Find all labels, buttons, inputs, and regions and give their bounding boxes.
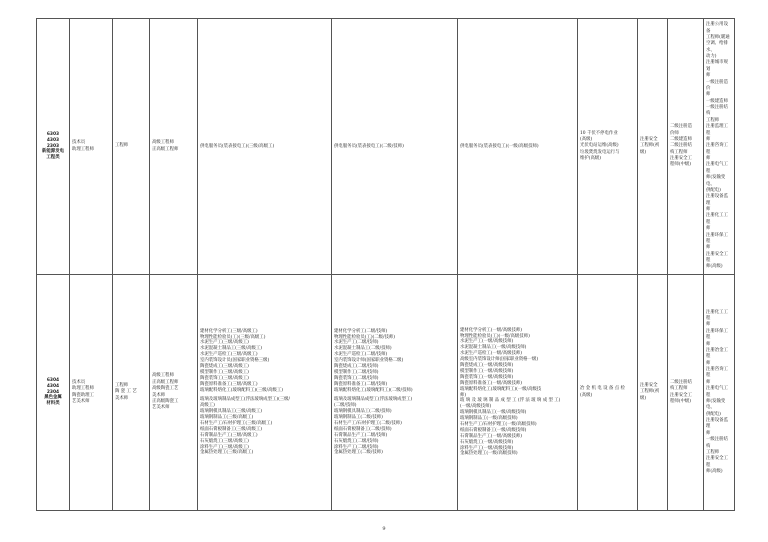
text-line: 玻璃钢模具制品工(一级/高级技师) <box>460 410 527 416</box>
text-line: 石灰煅烧工(三级/高级工) <box>200 438 249 444</box>
text-line: 一级注册造价 <box>706 79 728 91</box>
text-line: 石灰煅烧工(二级/技师) <box>334 438 379 444</box>
senior-title-cell <box>150 275 198 511</box>
text-line: 陶瓷助理工 <box>72 392 94 398</box>
text-line: (高级) <box>580 392 593 398</box>
text-line: 6304 <box>46 377 60 383</box>
text-line: 注册咨询工程 <box>706 143 728 155</box>
registered-senior-cell <box>704 19 735 275</box>
text-line: 石灰煅烧工(一级/高级技师) <box>460 439 514 445</box>
text-line: 纸面石膏板制备工(三级/高级工) <box>200 426 262 432</box>
text-line: 冶 金 机 电 设 备 点 检 <box>580 386 625 392</box>
text-line: 金属热处理工(二级/技师) <box>334 450 383 456</box>
text-line: 注册咨询工程 <box>706 367 728 379</box>
text-line: 师 <box>706 245 711 251</box>
text-line: 注册设备监理 <box>706 194 728 206</box>
text-line: 一级建造师 <box>706 98 728 104</box>
text-line: 玻璃钢模具制品工(二级/技师) <box>334 409 392 415</box>
text-line: 10 千伏不停电作业 <box>580 130 618 136</box>
table-row <box>37 275 735 511</box>
text-line: 工程师 <box>115 143 129 149</box>
text-line: 级) <box>640 395 647 401</box>
text-line: 水泥生产工(三级/高级工) <box>200 340 249 346</box>
text-line: 技术员 <box>72 379 86 385</box>
text-line: 注册安全工 <box>670 156 692 162</box>
intermediate-title-cell <box>113 275 150 511</box>
text-line: 助理工程师 <box>72 146 94 152</box>
text-line: 二级注册造 <box>670 124 692 130</box>
text-line: 2304 <box>46 389 60 395</box>
text-line: 建材化学分析工(二级/技师) <box>334 328 388 334</box>
text-line: 模型制作工(二级/技师) <box>334 369 379 375</box>
major-code-cell <box>37 275 70 511</box>
text-line: 玻璃钢制品工(三级/高级工) <box>200 415 254 421</box>
registered-other-cell <box>668 19 704 275</box>
text-line: 陶瓷装饰工(二级/技师) <box>334 375 379 381</box>
text-line: 助理工程师 <box>72 386 94 392</box>
text-line: 师 <box>706 92 711 98</box>
text-line: 室内装饰设计员(国家职业资格三级) <box>200 358 270 364</box>
text-line: 师 <box>706 430 711 436</box>
text-line: 室内装饰设计师(国家职业资格二级) <box>334 358 404 364</box>
text-line: 陶瓷烧成工(一级/高级技师) <box>460 363 514 369</box>
text-line: 玻璃钢模具制品工(三级/高级工) <box>200 409 262 415</box>
senior-title-cell <box>150 19 198 275</box>
text-line: 艺美术师 <box>152 405 170 411</box>
text-line: 供配电) <box>706 411 721 417</box>
text-line: 光伏电站运维(高级) <box>580 143 619 149</box>
text-line: 玻 璃 及 玻 璃 制 品 成 型 工 (浮 法 玻 璃 成 型 工) <box>460 398 561 404</box>
text-line: 陶 瓷 工 艺 <box>115 389 137 395</box>
text-line: 师 <box>706 207 711 213</box>
text-line: 工程师(初 <box>640 143 660 149</box>
registered-safety-cell <box>638 275 668 511</box>
text-line: 维护(高级) <box>580 156 601 162</box>
text-line: 供电服务员(装表接电工)(一级/高级技师) <box>460 143 539 149</box>
text-line: 纸面石膏板制备工(一级/高级技师) <box>460 427 527 433</box>
text-line: 水泥生产巡检工(三级/高级工) <box>200 352 258 358</box>
text-line: 涂料生产工(三级/高级工) <box>200 444 249 450</box>
text-line: 注册监理工程 <box>706 124 728 136</box>
text-line: 模型制作工(一级/高级技师) <box>460 368 514 374</box>
text-line: 师 <box>706 379 711 385</box>
text-line: 高级工程师 <box>152 140 174 146</box>
text-line: 注册安全 <box>640 136 658 142</box>
text-line: 一级注册结构 <box>706 105 728 117</box>
text-line: 金属热处理工(一级/高级技师) <box>460 451 518 457</box>
text-line: 水泥混凝土制品工(一级/高级技师) <box>460 345 527 351</box>
text-line: 一级注册结构 <box>706 437 728 449</box>
text-line: 工程类 <box>46 155 60 161</box>
text-line: 美术师 <box>152 392 166 398</box>
text-line: 师 <box>706 360 711 366</box>
text-line: 2303 <box>46 143 60 149</box>
skill-high-cell <box>198 19 332 275</box>
text-line: 玻璃配料熔化工(玻璃配料工)(二级/技师) <box>334 387 413 393</box>
text-line: 供配电) <box>706 187 721 193</box>
text-line: 供电服务员(装表接电工)(二级/技师) <box>334 143 404 149</box>
text-line: 4303 <box>46 137 60 143</box>
text-line: (二级/技师) <box>334 403 357 409</box>
junior-title-cell <box>70 275 113 511</box>
text-line: 注册安全工程 <box>706 251 728 264</box>
text-line: 注册电气工程 <box>706 162 728 174</box>
text-line: 水泥混凝土制品工(三级/高级工) <box>200 346 262 352</box>
text-line: 师 <box>706 136 711 142</box>
junior-title-cell <box>70 19 113 275</box>
text-line: 美术师 <box>115 395 129 401</box>
text-line: 高级工) <box>200 403 215 409</box>
text-line: 师(发输变电、 <box>706 398 726 411</box>
text-line: 技术员 <box>72 140 86 146</box>
text-line: 工程师(初 <box>640 389 660 395</box>
table-row <box>37 19 735 275</box>
text-line: 师) <box>460 392 467 398</box>
text-line: 垃圾焚烧发电运行与 <box>580 149 620 155</box>
text-line: 高级工程师 <box>152 373 174 379</box>
text-line: 注册环保工程 <box>706 328 728 341</box>
text-line: (一级/高级技师) <box>460 404 492 410</box>
text-line: 注册化工工程 <box>706 309 728 321</box>
text-line: 纸面石膏板制备工(二级/技师) <box>334 426 392 432</box>
skill-tech-cell <box>332 19 458 275</box>
text-line: 物理性能检验员(工)(二级/技师) <box>334 334 396 340</box>
text-line: 石材生产工/石材护理工(一级/高级技师) <box>460 421 537 427</box>
text-line: 工程师(暖通 <box>706 34 730 40</box>
text-line: 6303 <box>46 131 60 137</box>
text-line: 正高级陶瓷工 <box>152 398 179 404</box>
vocational-cert-cell <box>578 19 638 275</box>
text-line: 新能源发电 <box>42 149 64 155</box>
text-line: 水泥生产工(一级/高级技师) <box>460 339 514 345</box>
text-line: 级) <box>640 149 647 155</box>
text-line: 陶瓷装饰工(一级/高级技师) <box>460 374 514 380</box>
text-line: 石膏制品生产工(一级/高级技师) <box>460 433 522 439</box>
text-line: 陶瓷原料准备工(一级/高级技师) <box>460 380 522 386</box>
text-line: 师(高级) <box>706 469 723 474</box>
text-line: 4304 <box>46 383 60 389</box>
text-line: 高级室内装饰设计师(国家职业资格一级) <box>460 357 539 363</box>
text-line: 黑色金属 <box>44 395 62 401</box>
text-line: 水泥生产巡检工(二级/技师) <box>334 352 388 358</box>
skill-senior-tech-cell <box>458 19 578 275</box>
text-line: 玻璃配料熔化工(玻璃配料工)(三级/高级工) <box>200 387 283 393</box>
text-line: 供电服务员(装表接电工)(三级/高级工) <box>200 143 275 149</box>
text-line: 陶瓷烧成工(二级/技师) <box>334 363 379 369</box>
text-line: 构工程师 <box>670 149 688 155</box>
text-line: 注册冶金工程 <box>706 347 728 360</box>
text-line: 工程师 <box>706 449 720 455</box>
text-line: 陶瓷原料准备工(三级/高级工) <box>200 381 258 387</box>
text-line: 石膏制品生产工(三级/高级工) <box>200 432 258 438</box>
text-line: 师 <box>706 341 711 347</box>
skill-senior-tech-cell <box>458 275 578 511</box>
text-line: 师 <box>706 322 711 328</box>
intermediate-title-cell <box>113 19 150 275</box>
text-line: 建材化学分析工(一级/高级技师) <box>460 327 522 333</box>
text-line: 陶瓷原料准备工(二级/技师) <box>334 381 388 387</box>
text-line: 工程师 <box>706 117 720 123</box>
text-line: 陶瓷装饰工(三级/高级工) <box>200 375 249 381</box>
text-line: 玻璃及玻璃制品成型工(浮法玻璃成型工) <box>334 397 413 403</box>
text-line: 涂料生产工(二级/技师) <box>334 444 379 450</box>
skill-high-cell <box>198 275 332 511</box>
text-line: 玻璃钢制品工(一级/高级技师) <box>460 416 518 422</box>
text-line: 物理性能检验员(工)(三级/高级工) <box>200 334 266 340</box>
text-line: 程师(中级) <box>670 398 691 404</box>
text-line: 注册安全工程 <box>706 456 728 468</box>
major-code-cell <box>37 19 70 275</box>
text-line: 注册电气工程 <box>706 386 728 398</box>
text-line: 涂料生产工(一级/高级技师) <box>460 445 514 451</box>
page-number: 9 <box>382 526 386 532</box>
text-line: 玻璃及玻璃制品成型工(浮法玻璃成型工)(三级/ <box>200 397 291 403</box>
text-line: 二级注册结 <box>670 379 692 385</box>
text-line: 师(高级) <box>706 264 723 270</box>
text-line: 师 <box>706 156 711 162</box>
text-line: (高级) <box>580 136 593 142</box>
qualification-table <box>36 18 735 511</box>
text-line: 金属热处理工(三级/高级工) <box>200 450 254 456</box>
text-line: 玻璃配料熔化工(玻璃配料工)(一级/高级技 <box>460 386 542 392</box>
text-line: 物理性能检验员(工)(一级/高级技师) <box>460 333 530 339</box>
text-line: 构工程师 <box>670 386 688 392</box>
text-line: 师(发输变电、 <box>706 175 726 187</box>
text-line: 石材生产工/石材护理工(二级/技师) <box>334 421 402 426</box>
text-line: 价师 <box>670 130 679 136</box>
text-line: 水泥生产工(二级/技师) <box>334 340 379 346</box>
text-line: 注册城市规划 <box>706 60 728 72</box>
vocational-cert-cell <box>578 275 638 511</box>
text-line: 注册化工工程 <box>706 213 728 225</box>
text-line: 石材生产工/石材护理工(三级/高级工) <box>200 421 273 426</box>
registered-safety-cell <box>638 19 668 275</box>
text-line: 空调、给排水、 <box>706 41 728 53</box>
text-line: 水泥混凝土制品工(二级/技师) <box>334 346 392 352</box>
text-line: 注册安全 <box>640 382 658 388</box>
text-line: 艺美术师 <box>72 398 90 404</box>
text-line: 师 <box>706 73 711 79</box>
text-line: 程师(中级) <box>670 162 691 168</box>
skill-tech-cell <box>332 275 458 511</box>
text-line: 二级建造师 <box>670 136 692 142</box>
text-line: 二级注册结 <box>670 143 692 149</box>
text-line: 注册环保工程 <box>706 232 728 244</box>
text-line: 建材化学分析工(三级/高级工) <box>200 328 258 334</box>
text-line: 石膏制品生产工(二级/技师) <box>334 432 388 438</box>
text-line: 动力) <box>706 54 717 60</box>
registered-other-cell <box>668 275 704 511</box>
text-line: 材料类 <box>46 401 60 407</box>
text-line: 水泥生产巡检工(一级/高级技师) <box>460 351 522 357</box>
text-line: 玻璃钢制品工(二级/技师) <box>334 415 383 421</box>
text-line: 正高级工程师 <box>152 379 179 385</box>
text-line: 注册安全工 <box>670 392 692 398</box>
text-line: 工程师 <box>115 382 129 388</box>
text-line: 注册公用设备 <box>706 22 728 34</box>
text-line: 注册设备监理 <box>706 418 728 430</box>
text-line: 师 <box>706 226 711 232</box>
text-line: 高级陶瓷工艺 <box>152 386 179 392</box>
text-line: 陶瓷烧成工(三级/高级工) <box>200 363 249 369</box>
text-line: 模型制作工(三级/高级工) <box>200 369 249 375</box>
registered-senior-cell <box>704 275 735 511</box>
text-line: 正高级工程师 <box>152 146 179 152</box>
